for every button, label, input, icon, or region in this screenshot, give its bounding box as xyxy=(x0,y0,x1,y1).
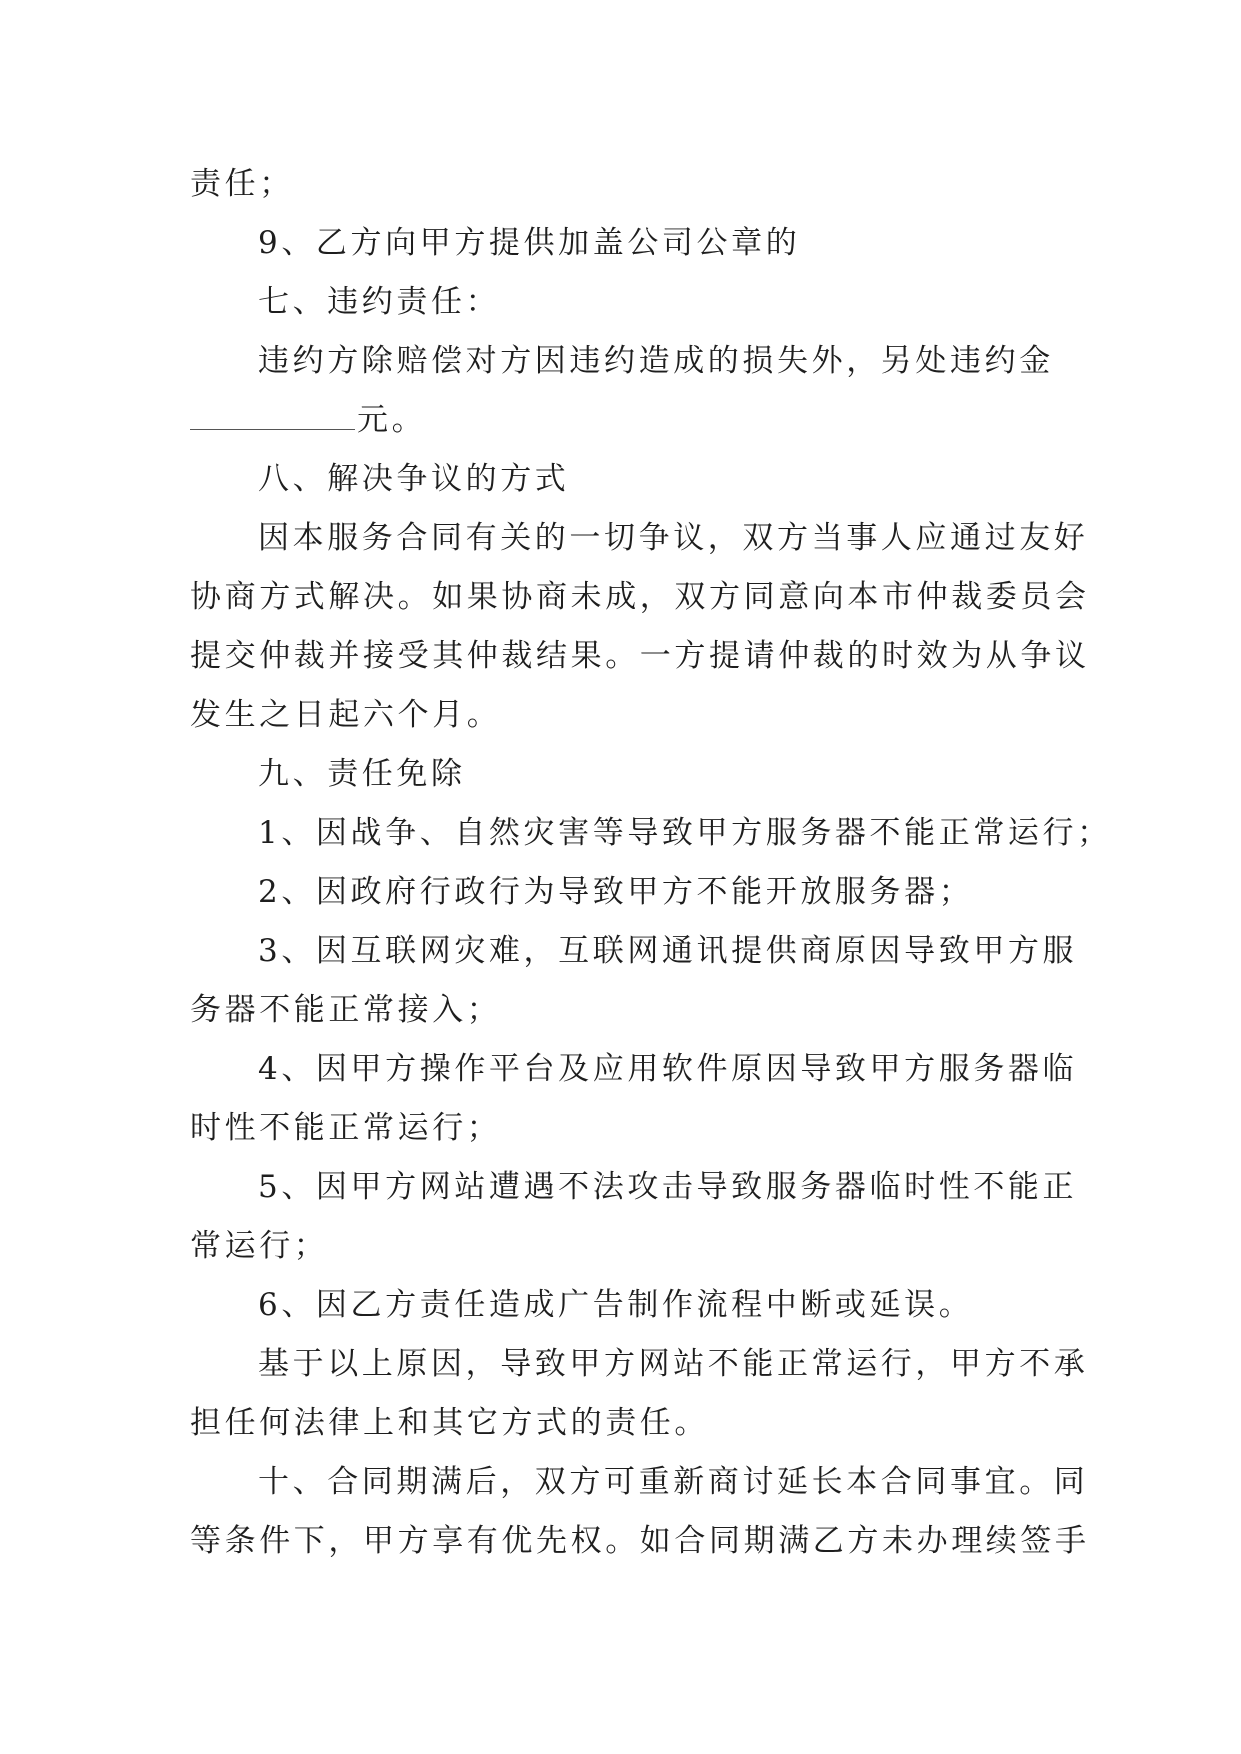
text-line: 5、因甲方网站遭遇不法攻击导致服务器临时性不能正 xyxy=(258,1169,1078,1205)
text-line: 时性不能正常运行； xyxy=(190,1110,502,1146)
section-heading: 九、责任免除 xyxy=(258,756,466,792)
text-line xyxy=(190,391,1050,450)
text-line: 责任； xyxy=(190,166,294,202)
section-heading: 十、合同期满后，双方可重新商讨延长本合同事宜。同 xyxy=(258,1464,1089,1500)
text-line: 发生之日起六个月。 xyxy=(190,697,502,733)
text-line: 担任何法律上和其它方式的责任。 xyxy=(190,1405,709,1441)
document-body xyxy=(190,155,1112,1571)
text-line-tail: 元。 xyxy=(357,402,427,438)
text-line: 务器不能正常接入； xyxy=(190,992,502,1028)
text-line: 提交仲裁并接受其仲裁结果。一方提请仲裁的时效为从争议 xyxy=(190,638,1090,674)
text-line: 常运行； xyxy=(190,1228,329,1264)
text-line: 3、因互联网灾难，互联网通讯提供商原因导致甲方服 xyxy=(258,933,1078,969)
text-line: 6、因乙方责任造成广告制作流程中断或延误。 xyxy=(258,1287,974,1323)
text-line: 2、因政府行政行为导致甲方不能开放服务器； xyxy=(258,874,974,910)
text-line: 基于以上原因，导致甲方网站不能正常运行，甲方不承 xyxy=(258,1346,1089,1382)
text-line: 4、因甲方操作平台及应用软件原因导致甲方服务器临 xyxy=(258,1051,1078,1087)
text-line: 等条件下，甲方享有优先权。如合同期满乙方未办理续签手 xyxy=(190,1523,1090,1559)
section-heading: 八、解决争议的方式 xyxy=(258,461,570,497)
text-line: 因本服务合同有关的一切争议，双方当事人应通过友好 xyxy=(258,520,1089,556)
text-line: 1、因战争、自然灾害等导致甲方服务器不能正常运行； xyxy=(258,815,1112,851)
section-heading: 七、违约责任： xyxy=(258,284,501,320)
text-line: 协商方式解决。如果协商未成，双方同意向本市仲裁委员会 xyxy=(190,579,1090,615)
text-line: 违约方除赔偿对方因违约造成的损失外，另处违约金 xyxy=(258,343,1054,379)
text-line: 9、乙方向甲方提供加盖公司公章的 xyxy=(258,225,801,261)
fill-in-blank xyxy=(190,405,355,430)
